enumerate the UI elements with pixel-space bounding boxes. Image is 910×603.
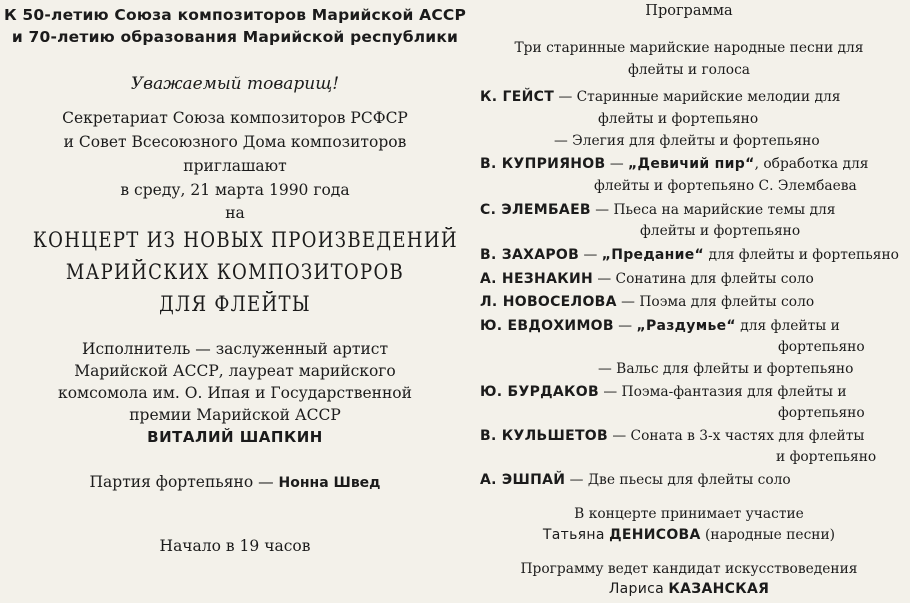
composer-name: А. НЕЗНАКИН — [480, 271, 593, 287]
work-continuation: флейты и фортепьяно С. Элембаева — [594, 178, 857, 194]
guest-note: (народные песни) — [700, 527, 836, 543]
composer-name: В. КУПРИЯНОВ — [480, 156, 606, 172]
host-last-name: КАЗАНСКАЯ — [668, 581, 770, 597]
guest-last-name: ДЕНИСОВА — [609, 527, 701, 543]
work-continuation: фортепьяно — [778, 405, 865, 421]
composer-name: К. ГЕЙСТ — [480, 89, 555, 105]
work-continuation: флейты и фортепьяно — [640, 223, 801, 239]
guest-intro: В концерте принимает участие — [574, 506, 804, 522]
program-right-panel — [468, 0, 910, 603]
program-item — [480, 472, 791, 488]
composer-name: А. ЭШПАЙ — [480, 472, 566, 488]
anniversary-header-line-1: К 50-летию Союза композиторов Марийской АССР — [3, 6, 467, 24]
work-title: „Девичий пир“ — [628, 156, 755, 172]
program-item — [480, 384, 847, 400]
program-intro-line-1: Три старинные марийские народные песни для — [514, 40, 864, 56]
program-item — [480, 318, 840, 334]
work-continuation: флейты и фортепьяно — [598, 111, 759, 127]
work-description: — Две пьесы для флейты соло — [565, 472, 791, 488]
work-description: — Поэма-фантазия для флейты и — [598, 384, 847, 400]
piano-part-line — [0, 473, 470, 491]
program-item — [480, 89, 840, 105]
guest-line — [468, 527, 910, 543]
work-description: — Соната в 3-х частях для флейты — [607, 428, 865, 444]
program-item — [480, 247, 899, 263]
concert-title-line-3: ДЛЯ ФЛЕЙТЫ — [159, 292, 311, 316]
composer-name: В. КУЛЬШЕТОВ — [480, 428, 608, 444]
program-title: Программа — [645, 3, 733, 19]
program-item — [480, 428, 864, 444]
pianist-name: Нонна Швед — [278, 475, 381, 491]
invitation-date: в среду, 21 марта 1990 года — [120, 181, 350, 199]
work-description: для флейты и фортепьяно — [704, 247, 899, 263]
invitation-text-na: на — [225, 204, 245, 222]
work-additional: — Вальс для флейты и фортепьяно — [598, 361, 854, 377]
invitation-text-line-1: Секретариат Союза композиторов РСФСР — [62, 109, 408, 127]
work-description: — Пьеса на марийские темы для — [590, 202, 836, 218]
work-description: , обработка для — [754, 156, 869, 172]
dash: — — [579, 247, 602, 263]
work-description: — Поэма для флейты соло — [616, 294, 815, 310]
composer-name: Ю. БУРДАКОВ — [480, 384, 599, 400]
dash: — — [613, 318, 637, 334]
salutation: Уважаемый товарищ! — [130, 74, 340, 94]
work-title: „Предание“ — [601, 247, 705, 263]
host-line — [468, 581, 910, 597]
host-first-name: Лариса — [608, 581, 664, 597]
host-intro: Программу ведет кандидат искусствоведения — [520, 561, 858, 577]
performer-name: ВИТАЛИЙ ШАПКИН — [147, 428, 323, 446]
program-item — [480, 156, 868, 172]
work-description: — Старинные марийские мелодии для — [554, 89, 841, 105]
start-time: Начало в 19 часов — [159, 537, 311, 555]
performer-line-3: комсомола им. О. Ипая и Государственной — [58, 384, 412, 402]
program-item — [480, 271, 814, 287]
work-title: „Раздумье“ — [636, 318, 736, 334]
concert-title-line-2: МАРИЙСКИХ КОМПОЗИТОРОВ — [65, 260, 405, 284]
performer-line-2: Марийской АССР, лауреат марийского — [74, 362, 396, 380]
composer-name: В. ЗАХАРОВ — [480, 247, 580, 263]
work-description: — Сонатина для флейты соло — [592, 271, 814, 287]
composer-name: Л. НОВОСЕЛОВА — [480, 294, 617, 310]
composer-name: Ю. ЕВДОХИМОВ — [480, 318, 614, 334]
guest-first-name: Татьяна — [542, 527, 605, 543]
performer-line-1: Исполнитель — заслуженный артист — [81, 340, 389, 358]
program-item — [480, 294, 814, 310]
piano-part-label: Партия фортепьяно — — [89, 473, 274, 491]
invitation-text-line-3: приглашают — [183, 157, 287, 175]
work-continuation: и фортепьяно — [776, 449, 877, 465]
dash: — — [605, 156, 629, 172]
performer-line-4: премии Марийской АССР — [129, 406, 341, 424]
program-intro-line-2: флейты и голоса — [627, 62, 751, 78]
work-continuation: фортепьяно — [778, 339, 865, 355]
concert-title-line-1: КОНЦЕРТ ИЗ НОВЫХ ПРОИЗВЕДЕНИЙ — [32, 228, 458, 252]
work-additional: — Элегия для флейты и фортепьяно — [554, 133, 820, 149]
work-description: для флейты и — [735, 318, 840, 334]
anniversary-header-line-2: и 70-летию образования Марийской республики — [11, 28, 459, 46]
composer-name: С. ЭЛЕМБАЕВ — [480, 202, 591, 218]
invitation-text-line-2: и Совет Всесоюзного Дома композиторов — [63, 133, 407, 151]
program-item — [480, 202, 835, 218]
